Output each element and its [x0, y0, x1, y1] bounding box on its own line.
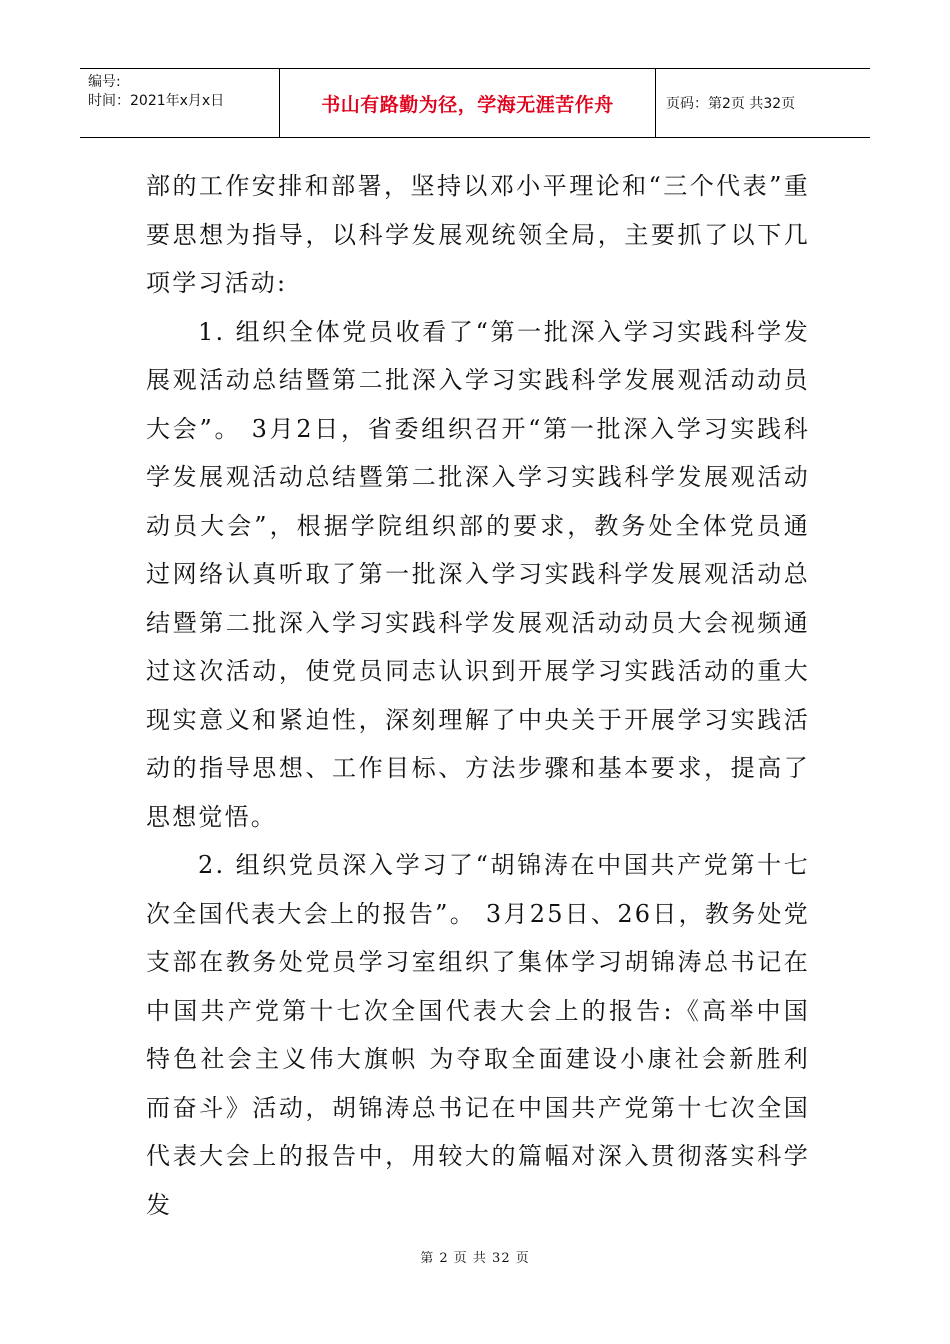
paragraph-item-2: 2. 组织党员深入学习了“胡锦涛在中国共产党第十七次全国代表大会上的报告”。 3月25日、26日，教务处党支部在教务处党员学习室组织了集体学习胡锦涛总书记在中国共产党第十七次全国代表大会上的报告:《高举中国特色社会主义伟大旗帜 为夺取全面建设小康社会新胜利而奋斗》活动，胡锦涛总书记在中国共产党第十七次全国代表大会上的报告中，用较大的篇幅对深入贯彻落实科学发	[146, 851, 810, 1219]
document-time: 时间：2021年x月x日	[88, 93, 225, 109]
page-header	[80, 68, 870, 138]
document-body	[146, 162, 810, 1229]
header-motto: 书山有路勤为径，学海无涯苦作舟	[280, 69, 656, 137]
paragraph-item-1: 1. 组织全体党员收看了“第一批深入学习实践科学发展观活动总结暨第二批深入学习实践科学发展观活动动员大会”。 3月2日，省委组织召开“第一批深入学习实践科学发展观活动总结暨第二批深入学习实践科学发展观活动动员大会”，根据学院组织部的要求，教务处全体党员通过网络认真听取了第一批深入学习实践科学发展观活动总结暨第二批深入学习实践科学发展观活动动员大会视频通过这次活动，使党员同志认识到开展学习实践活动的重大现实意义和紧迫性，深刻理解了中央关于开展学习实践活动的指导思想、工作目标、方法步骤和基本要求，提高了思想觉悟。	[146, 317, 810, 831]
page-footer: 第 2 页 共 32 页	[420, 1251, 530, 1266]
document-number-label: 编号:	[88, 74, 121, 90]
header-meta	[80, 69, 280, 137]
header-page-info: 页码：第2页 共32页	[666, 96, 796, 112]
paragraph-continuation: 部的工作安排和部署，坚持以邓小平理论和“三个代表”重要思想为指导，以科学发展观统领全局，主要抓了以下几项学习活动:	[146, 172, 810, 297]
